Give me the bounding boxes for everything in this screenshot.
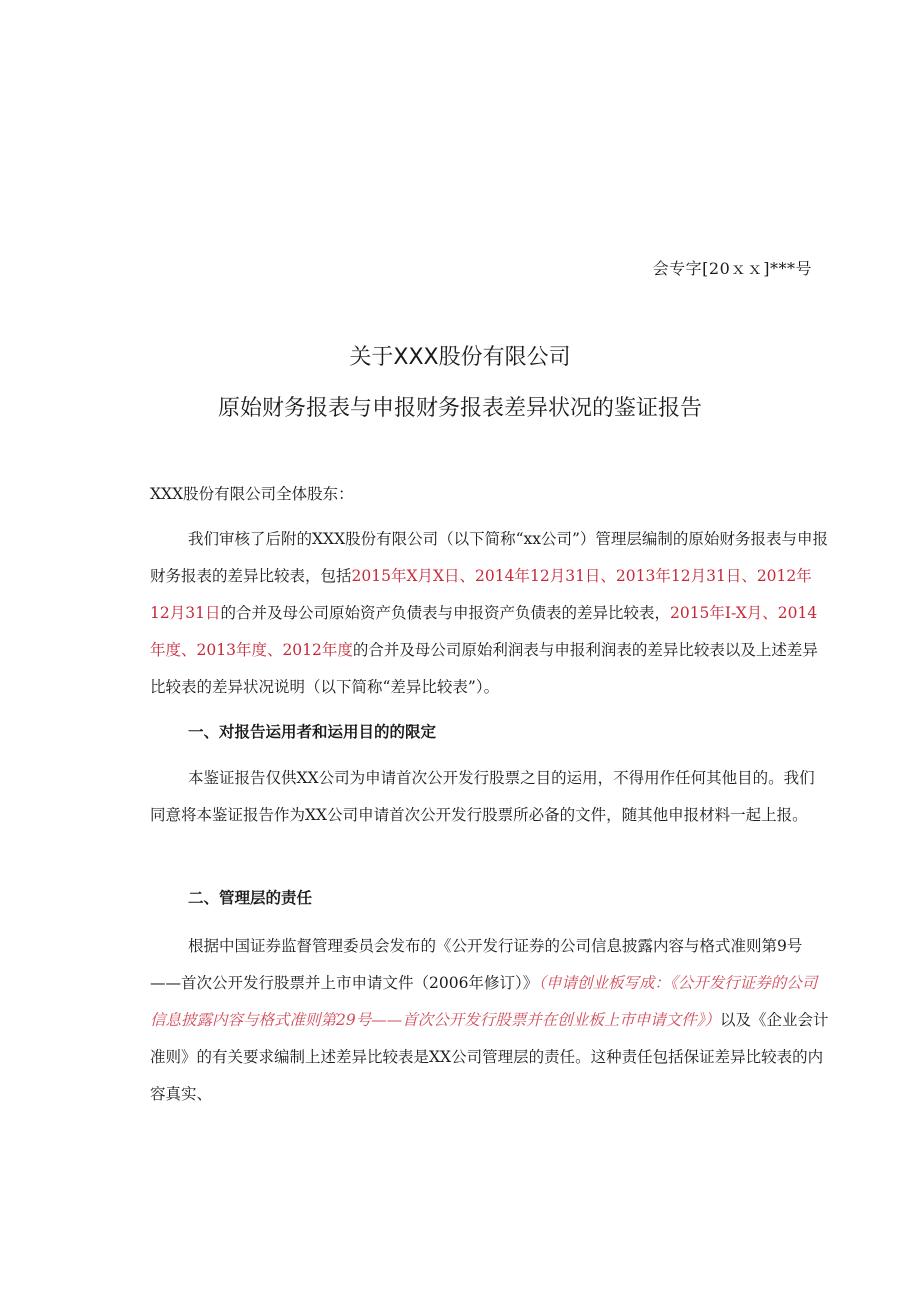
- balance-sheet-dates: 2015年X月X日、2014年12月31日、2013年12月31日、2012年12月31日: [150, 567, 812, 622]
- report-title-line2: 原始财务报表与申报财务报表差异状况的鉴证报告: [217, 396, 702, 421]
- section2-text-a: 根据中国证券监督管理委员会发布的《公开发行证券的公司信息披露内容与格式准则第9号——首次公开发行股票并上市申请文件（2006年修订）》: [150, 937, 803, 992]
- intro-text-c: 的合并及母公司原始利润表与申报利润表的差异比较表以及上述差异比较表的差异状况说明（以下简称“差异比较表”）。: [150, 641, 818, 696]
- section2-text-b: 以及《企业会计准则》的有关要求编制上述差异比较表是XX公司管理层的责任。这种责任包括保证差异比较表的内容真实、: [150, 1011, 829, 1103]
- salutation: XXX股份有限公司全体股东：: [150, 485, 354, 503]
- income-statement-periods: 2015年I-X月、2014年度、2013年度、2012年度: [150, 604, 818, 659]
- intro-paragraph: [150, 521, 830, 706]
- document-number: 会专字[20ｘｘ]***号: [652, 259, 812, 278]
- report-title-line1: 关于XXX股份有限公司: [349, 345, 571, 370]
- section1-body: 本鉴证报告仅供XX公司为申请首次公开发行股票之目的运用，不得用作任何其他目的。我们同意将本鉴证报告作为XX公司申请首次公开发行股票所必备的文件，随其他申报材料一起上报。: [150, 769, 815, 824]
- section2-heading: 二、管理层的责任: [188, 889, 313, 907]
- intro-text-b: 的合并及母公司原始资产负债表与申报资产负债表的差异比较表，: [220, 604, 670, 622]
- section2-body: [150, 928, 830, 1113]
- intro-text-a: 我们审核了后附的XXX股份有限公司（以下简称“xx公司”）管理层编制的原始财务报表与申报财务报表的差异比较表，包括: [150, 530, 828, 585]
- gem-board-note: （申请创业板写成：《公开发行证券的公司信息披露内容与格式准则第29号——首次公开发行股票并在创业板上市申请文件》）: [150, 974, 818, 1029]
- section1-heading: 一、对报告运用者和运用目的的限定: [188, 723, 437, 741]
